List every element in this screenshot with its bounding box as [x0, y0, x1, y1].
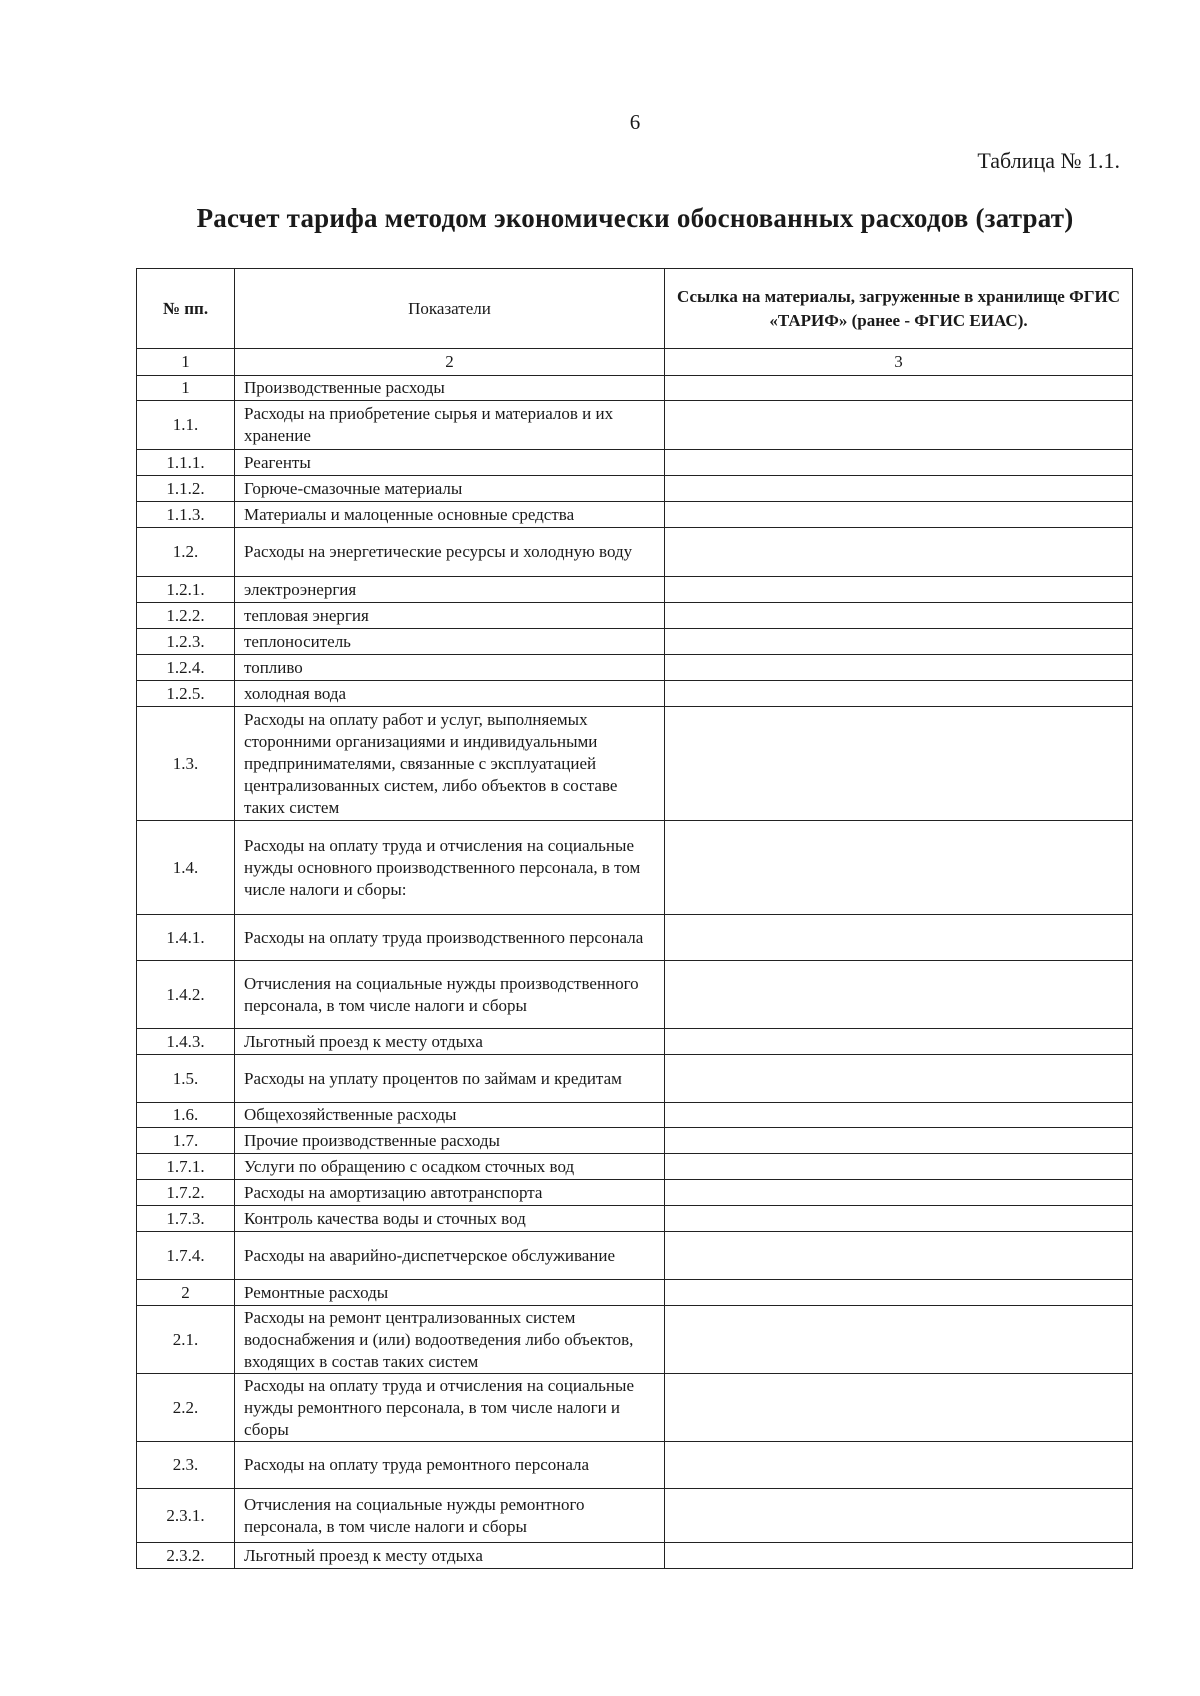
row-reference [665, 1055, 1133, 1103]
table-row [137, 1232, 1133, 1280]
row-reference [665, 1154, 1133, 1180]
column-number: 3 [665, 349, 1133, 376]
row-indicator: Расходы на оплату труда ремонтного персонала [235, 1442, 665, 1489]
row-reference [665, 655, 1133, 681]
row-indicator: Производственные расходы [235, 376, 665, 401]
row-indicator: Льготный проезд к месту отдыха [235, 1543, 665, 1569]
header-indicators: Показатели [235, 269, 665, 349]
row-reference [665, 476, 1133, 502]
row-number: 2 [137, 1280, 235, 1306]
row-number: 1.1.1. [137, 450, 235, 476]
row-indicator: Расходы на амортизацию автотранспорта [235, 1180, 665, 1206]
row-number: 1.2.3. [137, 629, 235, 655]
row-reference [665, 915, 1133, 961]
row-number: 1.3. [137, 707, 235, 821]
row-indicator: электроэнергия [235, 577, 665, 603]
row-number: 1.2.1. [137, 577, 235, 603]
table-row [137, 1103, 1133, 1128]
row-indicator: Ремонтные расходы [235, 1280, 665, 1306]
row-indicator: Расходы на приобретение сырья и материалов и их хранение [235, 401, 665, 450]
table-row [137, 1306, 1133, 1374]
table-row [137, 821, 1133, 915]
row-reference [665, 821, 1133, 915]
table-body [137, 376, 1133, 1569]
table-row [137, 476, 1133, 502]
row-indicator: Расходы на оплату труда и отчисления на социальные нужды ремонтного персонала, в том числе налоги и сборы [235, 1374, 665, 1442]
table-row [137, 603, 1133, 629]
row-number: 2.2. [137, 1374, 235, 1442]
row-indicator: Услуги по обращению с осадком сточных вод [235, 1154, 665, 1180]
row-number: 1.1.2. [137, 476, 235, 502]
table-row [137, 1055, 1133, 1103]
row-number: 1.2.4. [137, 655, 235, 681]
row-reference [665, 961, 1133, 1029]
row-number: 1.7.3. [137, 1206, 235, 1232]
cost-calculation-table [136, 268, 1133, 1569]
row-number: 1.4.3. [137, 1029, 235, 1055]
row-indicator: Отчисления на социальные нужды производственного персонала, в том числе налоги и сборы [235, 961, 665, 1029]
table-row [137, 915, 1133, 961]
table-row [137, 1128, 1133, 1154]
row-reference [665, 629, 1133, 655]
row-indicator: Расходы на энергетические ресурсы и холодную воду [235, 528, 665, 577]
table-row [137, 961, 1133, 1029]
table-row [137, 1154, 1133, 1180]
row-indicator: Расходы на оплату труда производственного персонала [235, 915, 665, 961]
table-row [137, 1543, 1133, 1569]
page-number: 6 [629, 110, 641, 134]
row-number: 1.2.5. [137, 681, 235, 707]
row-number: 1.2.2. [137, 603, 235, 629]
row-number: 1 [137, 376, 235, 401]
row-number: 2.3.2. [137, 1543, 235, 1569]
row-indicator: топливо [235, 655, 665, 681]
row-number: 1.1.3. [137, 502, 235, 528]
table-row [137, 629, 1133, 655]
row-number: 2.3.1. [137, 1489, 235, 1543]
row-number: 1.4. [137, 821, 235, 915]
column-number: 2 [235, 349, 665, 376]
row-reference [665, 1128, 1133, 1154]
row-reference [665, 1489, 1133, 1543]
row-number: 1.1. [137, 401, 235, 450]
row-indicator: Расходы на оплату работ и услуг, выполняемых сторонними организациями и индивидуальными предпринимателями, связанные с эксплуатацией централизованных систем, либо объектов в составе таких систем [235, 707, 665, 821]
row-reference [665, 707, 1133, 821]
table-row [137, 376, 1133, 401]
row-reference [665, 1103, 1133, 1128]
column-number: 1 [137, 349, 235, 376]
row-number: 1.7.1. [137, 1154, 235, 1180]
table-header-row [137, 269, 1133, 349]
row-reference [665, 603, 1133, 629]
row-reference [665, 1306, 1133, 1374]
table-row [137, 655, 1133, 681]
row-reference [665, 681, 1133, 707]
row-reference [665, 1029, 1133, 1055]
row-indicator: Расходы на оплату труда и отчисления на социальные нужды основного производственного персонала, в том числе налоги и сборы: [235, 821, 665, 915]
table-row [137, 577, 1133, 603]
column-number-row [137, 349, 1133, 376]
row-reference [665, 1442, 1133, 1489]
row-reference [665, 1280, 1133, 1306]
row-indicator: Расходы на ремонт централизованных систем водоснабжения и (или) водоотведения либо объектов, входящих в состав таких систем [235, 1306, 665, 1374]
row-indicator: Отчисления на социальные нужды ремонтного персонала, в том числе налоги и сборы [235, 1489, 665, 1543]
table-row [137, 681, 1133, 707]
header-row-number: № пп. [137, 269, 235, 349]
document-title: Расчет тарифа методом экономически обоснованных расходов (затрат) [196, 203, 1074, 233]
row-reference [665, 1543, 1133, 1569]
row-reference [665, 577, 1133, 603]
row-reference [665, 376, 1133, 401]
table-row [137, 401, 1133, 450]
row-reference [665, 1180, 1133, 1206]
table-row [137, 1180, 1133, 1206]
table-row [137, 1442, 1133, 1489]
row-reference [665, 1206, 1133, 1232]
row-indicator: Контроль качества воды и сточных вод [235, 1206, 665, 1232]
row-reference [665, 528, 1133, 577]
row-indicator: Горюче-смазочные материалы [235, 476, 665, 502]
table-row [137, 1029, 1133, 1055]
row-indicator: Общехозяйственные расходы [235, 1103, 665, 1128]
row-indicator: холодная вода [235, 681, 665, 707]
row-reference [665, 401, 1133, 450]
row-indicator: Реагенты [235, 450, 665, 476]
row-indicator: теплоноситель [235, 629, 665, 655]
row-indicator: Прочие производственные расходы [235, 1128, 665, 1154]
row-indicator: Расходы на уплату процентов по займам и кредитам [235, 1055, 665, 1103]
table-row [137, 1206, 1133, 1232]
row-number: 1.6. [137, 1103, 235, 1128]
row-number: 1.4.1. [137, 915, 235, 961]
header-reference: Ссылка на материалы, загруженные в хранилище ФГИС «ТАРИФ» (ранее - ФГИС ЕИАС). [665, 269, 1133, 349]
table-row [137, 1280, 1133, 1306]
row-number: 1.7.4. [137, 1232, 235, 1280]
row-number: 2.1. [137, 1306, 235, 1374]
row-reference [665, 502, 1133, 528]
row-number: 1.7. [137, 1128, 235, 1154]
row-indicator: тепловая энергия [235, 603, 665, 629]
table-row [137, 1489, 1133, 1543]
row-reference [665, 1232, 1133, 1280]
table-label: Таблица № 1.1. [977, 148, 1120, 173]
table-row [137, 450, 1133, 476]
row-indicator: Материалы и малоценные основные средства [235, 502, 665, 528]
row-reference [665, 1374, 1133, 1442]
row-number: 1.2. [137, 528, 235, 577]
row-number: 1.5. [137, 1055, 235, 1103]
table-row [137, 502, 1133, 528]
table-row [137, 1374, 1133, 1442]
row-number: 2.3. [137, 1442, 235, 1489]
table-row [137, 528, 1133, 577]
row-number: 1.7.2. [137, 1180, 235, 1206]
row-reference [665, 450, 1133, 476]
table-row [137, 707, 1133, 821]
row-number: 1.4.2. [137, 961, 235, 1029]
row-indicator: Льготный проезд к месту отдыха [235, 1029, 665, 1055]
row-indicator: Расходы на аварийно-диспетчерское обслуживание [235, 1232, 665, 1280]
